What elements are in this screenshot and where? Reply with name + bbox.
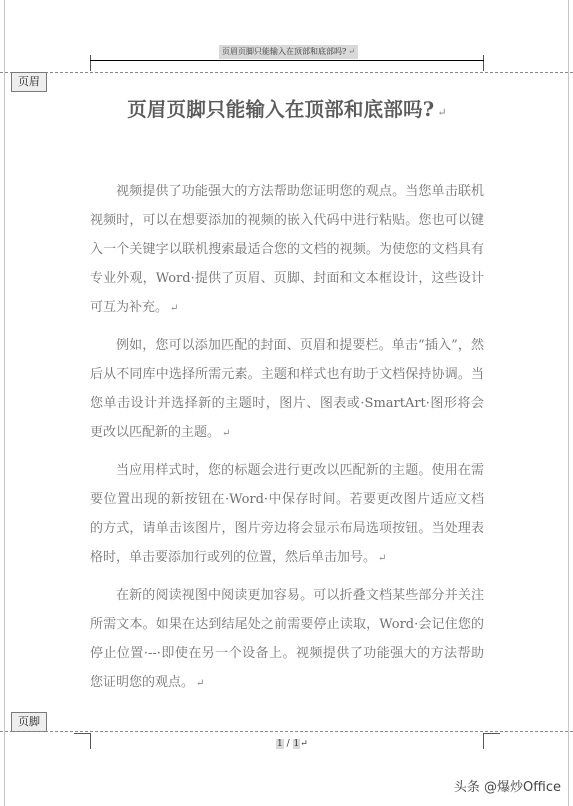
body-paragraph[interactable]: [90, 331, 484, 448]
crop-mark: [90, 733, 91, 749]
crop-mark: [483, 733, 484, 749]
paragraph-text: 当应用样式时，您的标题会进行更改以匹配新的主题。使用在需要位置出现的新按钮在·Word·中保存时间。若要更改图片适应文档的方式，请单击该图片，图片旁边将会显示布局选项按钮。当处理表格时，单击要添加行或列的位置，然后单击加号。: [90, 463, 484, 565]
crop-mark: [90, 55, 91, 71]
body-paragraph[interactable]: [90, 177, 484, 323]
paragraph-text: 视频提供了功能强大的方法帮助您证明您的观点。当您单击联机视频时，可以在想要添加的视频的嵌入代码中进行粘贴。您也可以键入一个关键字以联机搜索最适合您的文档的视频。为使您的文档具有专业外观，Word·提供了页眉、页脚、封面和文本框设计，这些设计可互为补充。: [90, 184, 484, 315]
header-border-line: [90, 60, 484, 61]
page-separator: /: [286, 739, 290, 749]
document-title[interactable]: [90, 94, 484, 122]
paragraph-mark: ↵: [222, 428, 231, 439]
total-pages-field: 1: [293, 739, 300, 749]
header-boundary-line: [0, 72, 573, 73]
paragraph-mark: ↵: [170, 303, 179, 314]
paragraph-mark: ↵: [300, 739, 308, 749]
crop-mark: [74, 733, 90, 734]
footer-zone-tag[interactable]: 页脚: [11, 712, 47, 732]
crop-mark: [484, 733, 500, 734]
paragraph-mark: ↵: [437, 106, 447, 119]
body-paragraph[interactable]: [90, 456, 484, 573]
body-paragraph[interactable]: [90, 581, 484, 698]
footer-page-number[interactable]: [276, 739, 308, 749]
paragraph-mark: ↵: [378, 553, 387, 564]
page-left-edge: [4, 0, 5, 806]
header-text-content: 页眉页脚只能输入在顶部和底部吗?: [222, 47, 347, 56]
current-page-field: 1: [277, 739, 283, 749]
paragraph-mark: ↵: [196, 678, 205, 689]
footer-boundary-line: [0, 731, 573, 732]
document-title-text: 页眉页脚只能输入在顶部和底部吗?: [127, 98, 435, 121]
header-text[interactable]: [219, 45, 358, 59]
watermark: 头条 @爆炒Office: [453, 780, 561, 795]
paragraph-mark: ↵: [348, 47, 355, 56]
paragraph-text: 在新的阅读视图中阅读更加容易。可以折叠文档某些部分并关注所需文本。如果在达到结尾处之前需要停止读取，Word·会记住您的停止位置·--·即使在另一个设备上。视频提供了功能强大的方法帮助您证明您的观点。: [90, 588, 484, 690]
header-zone-tag[interactable]: 页眉: [11, 72, 47, 92]
document-body[interactable]: [90, 177, 484, 706]
page-right-edge: [568, 0, 569, 806]
crop-mark: [483, 55, 484, 71]
paragraph-text: 例如，您可以添加匹配的封面、页眉和提要栏。单击“插入”，然后从不同库中选择所需元素。主题和样式也有助于文档保持协调。当您单击设计并选择新的主题时，图片、图表或·SmartArt·图形将会更改以匹配新的主题。: [90, 338, 484, 440]
